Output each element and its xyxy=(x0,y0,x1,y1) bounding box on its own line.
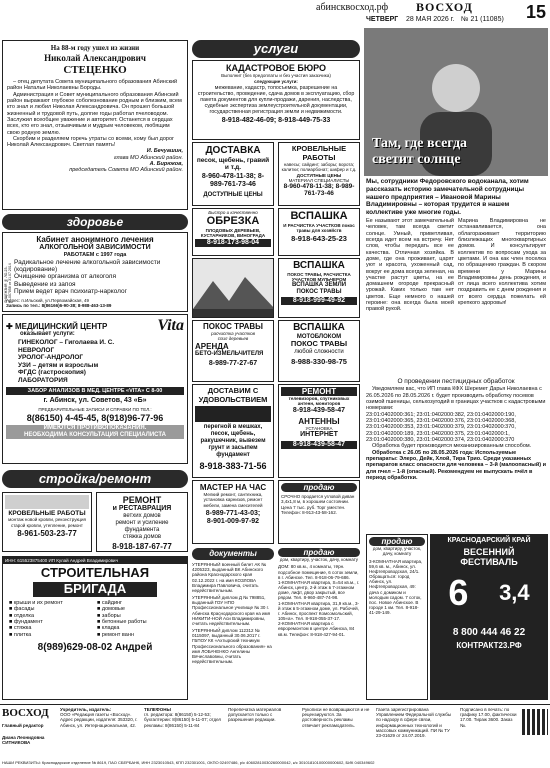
anon-clinic-title: Кабинет анонимного лечения xyxy=(36,235,154,244)
tv-repair-title: РЕМОНТ xyxy=(281,387,357,396)
handyman-phone-1[interactable]: 8-989-771-43-03; xyxy=(205,509,261,517)
pruning-ad xyxy=(192,208,274,256)
anon-clinic-subtitle: АЛКОГОЛЬНОЙ ЗАВИСИМОСТИ xyxy=(39,244,151,252)
motor-plowing-sub: МОТОБЛОКОМ xyxy=(296,333,342,340)
brigade-item: ■ бетонные работы xyxy=(97,618,147,625)
brigade-item: ■ заборы xyxy=(97,612,121,619)
condolence-lead: На 88-м году ушел из жизни xyxy=(50,44,140,52)
pesticide-numbers: 23:01:0402000:361; 23:01:0402000:382, 23:01:0402000:190, 23:01:0402000:365, 23:01:0402000:376, 23:01:0402000:368, 23:01:0402000:353, 23:01:0402000:379, 23:01:0402000:370, 23:01:0402000:189, 23:01:0402000:375, 23:01:0402000:1, 23:01:0402000:380, 23:01:0402000:374, 23:01:0402000:370 xyxy=(366,411,516,443)
document-item: УТЕРЯННЫЙ военный билет АК № 4205323, выданный ВК Абинского района Краснодарского края 02.12.2022 г. на имя КОЗЛОВА Владимира Павловича, считать недействительным. xyxy=(192,562,267,593)
motor-plowing-phone[interactable]: 8-988-330-98-75 xyxy=(291,356,347,366)
med-center-item: ЛАБОРАТОРИЯ xyxy=(18,376,68,384)
festival-title-3: ФЕСТИВАЛЬ xyxy=(460,557,518,568)
roofing-price: ДОСТУПНЫЕ ЦЕНЫ xyxy=(296,172,342,178)
section-documents: документы xyxy=(192,548,274,560)
roof-phone[interactable]: 8-961-503-23-77 xyxy=(17,528,77,538)
med-center-brand: Vita xyxy=(157,317,184,334)
med-center-phones[interactable]: 8(86150) 4-45-45, 8(918)96-77-96 xyxy=(26,412,164,423)
med-center-vita-ad xyxy=(2,314,188,464)
real-estate-subtitle: дом, квартиру, участок, дачу, комнату xyxy=(279,557,359,563)
sale-apartment-sub: дом, квартиру, участок, дачу, комнату xyxy=(372,546,422,557)
anon-clinic-phone[interactable]: 8(86166)6-90-38; 8-988-463-13-89 xyxy=(41,303,112,309)
delivery-pleasure-ad xyxy=(192,384,274,478)
repair-item: ремонт и усиление фундамента xyxy=(115,520,169,534)
footer xyxy=(0,704,550,768)
tv-repair-ad xyxy=(278,384,360,478)
plus-icon: ✚ xyxy=(6,321,13,331)
issue-number: № 21 (11085) xyxy=(461,16,504,23)
pesticide-title: О проведении пестицидных обработок xyxy=(397,378,515,385)
mowing-rent: АРЕНДА xyxy=(195,341,229,351)
delivery-price: ДОСТУПНЫЕ ЦЕНЫ xyxy=(203,191,263,198)
footer-bank-details: НАШИ РЕКВИЗИТЫ: Краснодарское отделение № 8619, ПАО СБЕРБАНК, ИНН 2323010543, КПП 232301001, ОКПО 02497486, р/с 40602810030260000042, к/с 30101810100000000602, БИК 040349602 xyxy=(2,761,375,765)
footer-paper: ВОСХОД xyxy=(2,707,49,719)
bureau-text: межевание, кадастр, топосъемка, разрешение на строительство, проведение, сдача домов в эксплуатацию, сбор пакета документов для купли-продажи, дарения, наследства, судебные экспертиза землеустроительной документации, государственная регистрация земли и недвижимости. xyxy=(197,84,355,115)
article-photo xyxy=(364,28,548,176)
issue-date: 28 МАЯ 2026 г. xyxy=(406,16,455,23)
roof-works-ad xyxy=(2,492,92,552)
anon-clinic-item: Очищение организма от алкоголя xyxy=(14,273,116,281)
mulcher-text-2: ВСПАШКА ЗЕМЛИ xyxy=(291,281,347,288)
footer-registration: Газета зарегистрирована Управлением Федеральной службы по надзору в сфере связи, информационных технологий и массовых коммуникаций. ПИ № ТУ 23-01629 от 24.07.2019. xyxy=(376,707,452,738)
condolence-body-1: – отец депутата Совета муниципального образования Абинский район Натальи Николаевны Бороды. xyxy=(7,79,178,92)
footer-note-1: Перепечатка материалов допускается только с разрешения редакции. xyxy=(228,707,282,723)
pruning-title: ОБРЕЗКА xyxy=(206,215,260,228)
antenna-internet: ИНТЕРНЕТ xyxy=(300,430,338,438)
med-center-warning-1: ИМЕЮТСЯ ПРОТИВОПОКАЗАНИЯ. xyxy=(6,425,184,432)
med-center-phones-label: ПРЕДВАРИТЕЛЬНЫЕ ЗАПИСИ И СПРАВКИ ПО ТЕЛ.: xyxy=(38,407,152,413)
footer-signing: Подписано в печать: по графику 17.00, фактически 17.00. Тираж 3600. Заказ №. xyxy=(460,707,517,728)
page-number: 15 xyxy=(526,2,547,22)
delivery-pleasure-items: перегной в мешках, песок, щебень, ракушечник, вывезем грунт и засыпем фундамент xyxy=(200,424,266,458)
mowing-sub-2: спил деревьев xyxy=(217,336,249,342)
pruning-subtitle: ПЛОДОВЫХ ДЕРЕВЬЕВ, КУСТАРНИКОВ, ВИНОГРАДА xyxy=(200,227,266,238)
article-lead: Мы, сотрудники Федоровского водоканала, хотим рассказать историю замечательной сотрудницы нашего предприятия – Ивановой Марины Владимировны – которая трудится в нашем коллективе уже многие годы. xyxy=(366,178,529,217)
mulcher-text: ПОКОС ТРАВЫ, РАСЧИСТКА УЧАСТКОВ МУЛЬЧЕРОМ xyxy=(287,271,351,282)
med-center-item: НЕВРОЛОГ xyxy=(18,346,55,354)
tv-repair-phone[interactable]: 8-918-439-58-47 xyxy=(292,406,346,414)
repair-item: ветхих домов xyxy=(123,513,161,520)
med-center-note: ЗАБОР АНАЛИЗОВ В МЕД. ЦЕНТРЕ «VITA» С 8-00 xyxy=(6,387,184,395)
footer-founder-text: ООО «Редакция газеты «Восход». Адрес редакции, издателя: 353320, г. Абинск, ул. Интернациональная, 42. xyxy=(60,712,138,728)
festival-phone[interactable]: 8 800 444 46 22 xyxy=(452,627,526,639)
signature-1-name: И. Бечуашин, xyxy=(146,148,183,155)
handyman-ad xyxy=(192,480,274,544)
bureau-title: КАДАСТРОВОЕ БЮРО xyxy=(225,63,327,73)
antenna-phone[interactable]: 8-918-439-58-47 xyxy=(281,441,357,449)
pruning-phone[interactable]: 8-918-173-98-04 xyxy=(195,239,271,247)
roofing-ad xyxy=(278,142,360,206)
mulcher-title: ВСПАШКА xyxy=(293,260,345,271)
documents-list xyxy=(192,562,274,702)
condolence-body-2: Администрация и Совет муниципального образования Абинский район выражают глубокое соболезнование родным и близким, всем кто знал и любил Николая Александровича. Он прошел большой жизненный и трудовой путь, долгие годы работал пчеловодом. Заслужил всеобщее уважение и авторитет. Останется в сердцах всех, кто его знал, отзывчивым и мудрым человеком, любящим свою родную землю. xyxy=(7,91,182,136)
footer-chief-label: Главный редактор xyxy=(2,723,44,728)
real-estate-item: 2-КОМНАТНАЯ квартира с евроремонтом в центре Абинска, 84 кв.м. Телефон: 8-918-427-94-01. xyxy=(278,621,355,637)
mowing-item: БЕТО-ИЗМЕЛЬЧИТЕЛЯ xyxy=(195,350,264,357)
mowing-sub: расчистка участков xyxy=(211,331,255,337)
med-center-item: ФГДС (гастроскопия) xyxy=(18,369,86,377)
real-estate-section xyxy=(278,548,360,702)
cadastral-bureau-ad xyxy=(192,60,360,140)
real-estate-item: ДОМ: 80 кв.м., 4 комнаты, тёрн. подсобное помещение, 6 соток земли, в г. Абинске. Тел. 8-918-06-79-686. xyxy=(278,564,359,580)
anon-clinic-item: Прием ведет врач психиатр-нарколог xyxy=(14,288,127,296)
anon-clinic-ad xyxy=(2,232,188,312)
roofing-materials: МАТЕРИАЛ СПЕЦИАЛИСТЫ xyxy=(288,177,350,183)
mulcher-ad xyxy=(278,258,360,318)
brigade-item: ■ плитка xyxy=(9,631,32,638)
condolence-box xyxy=(2,40,188,210)
brigade-title-2: БРИГАДА xyxy=(33,582,157,597)
festival-big-number: 6 xyxy=(448,571,469,613)
roofing-phones[interactable]: 8-960-478-11-38; 8-989-761-73-46 xyxy=(283,182,355,198)
motor-plowing-text-3: любой сложности xyxy=(294,349,344,356)
festival-ad xyxy=(430,534,548,700)
brigade-item: ■ фасады xyxy=(9,606,35,613)
repair-ad xyxy=(96,492,188,552)
roofing-title-1: КРОВЕЛЬНЫЕ xyxy=(291,144,347,153)
landscape-ad-image xyxy=(192,258,274,318)
festival-title-2: ВЕСЕННИЙ xyxy=(463,547,515,558)
repair-item: стяжка домов xyxy=(122,534,162,541)
anon-clinic-phone-label: Запись по тел.: xyxy=(6,303,41,309)
med-center-item: УРОЛОГ-АНДРОЛОГ xyxy=(18,354,84,362)
signature-2-role: председатель Совета МО Абинский район. xyxy=(69,167,183,174)
footer-phones-text[interactable]: гл. редактора: 8(86150) 5-12-53; бухгалтерии: 8(86150) 5-11-07; отдел рекламы: 8(86150) 5-11-84 xyxy=(144,712,222,728)
roofing-title-2: РАБОТЫ xyxy=(302,152,336,162)
pesticide-notice xyxy=(366,378,546,528)
motor-plowing-title: ВСПАШКА xyxy=(293,322,345,333)
pesticide-text-3: Обработка с 26.05 по 28.05.2026 года: Используемые препараты: Элеро, Дейк, Хлой, Тира Трио. Среди указанных препаратов класс опасности для человека – 3-й (малоопасный) и для пчел – 1-й (опасный). Рекомендуем не выпускать пчёл в период обработки. xyxy=(366,449,546,481)
sale-apartment-ad xyxy=(366,534,428,700)
brigade-item: ■ сайдинг xyxy=(97,600,123,607)
article-col-1: Ее называют этот замечательный человек, там всегда светит солнце. Умный, приветливая, всегда идет всем на встречу. Нет слов, чтобы передать все ее качества. Отличная хозяйка. В доме, где она проживает, царят уют и красота, ухоженный сад, вокруг ее дома всегда зеленая, на участке растут цветы, на ее домашнем огороде прекрасный урожай. Каких только там нет цветов. Еще немного о нашей героине: она всегда была моей правой рукой. xyxy=(366,218,454,313)
brigade-item: ■ стяжка xyxy=(9,625,32,632)
repair-title-1: РЕМОНТ xyxy=(122,495,162,505)
footer-founder-label: Учредитель, издатель: xyxy=(60,707,112,712)
anon-clinic-item: Выведение из запоя xyxy=(14,280,76,288)
section-health: здоровье xyxy=(2,214,188,230)
brigade-inn: ИНН: 615523875400 ИП Кулай Андрей Владимирович xyxy=(3,557,187,564)
sale-apartment-title: продаю xyxy=(369,537,425,546)
handyman-phone-2[interactable]: 8-901-009-97-92 xyxy=(206,517,260,525)
delivery-pleasure-phone[interactable]: 8-918-383-71-56 xyxy=(199,460,267,471)
delivery-ad xyxy=(192,142,274,206)
brigade-title-1: СТРОИТЕЛЬНАЯ xyxy=(40,565,150,581)
festival-site[interactable]: КОНТРАКТ23.РФ xyxy=(456,640,522,650)
condolence-surname: СТЕЦЕНКО xyxy=(63,64,127,77)
brigade-phone[interactable]: 8(989)629-08-02 Андрей xyxy=(37,641,153,653)
mulcher-phone[interactable]: 8-918-999-49-92 xyxy=(281,297,357,305)
masthead xyxy=(296,0,550,26)
roof-text: монтаж новой кровли, реконструкция старой кровли, утепление, ремонт xyxy=(8,517,86,528)
footer-phones-label: ТЕЛЕФОНЫ xyxy=(144,707,171,712)
anon-clinic-address: Адрес: п.Ильский, ул.Первомайская, 49 xyxy=(6,297,90,303)
brigade-item: ■ кладка xyxy=(97,625,120,632)
article-col-2: Марина Владимировна не останавливается, она облагораживает территорию близлежащих многоквартирных домов. И консультирует коллектив по вопросам ухода за цветами. И она как член поселка по обращению граждан. В скором времени у Марины Владимировны день рождения, и от лица всего коллектива хотим поздравить ее с днем рождения и от всего сердца пожелать ей крепкого здоровья! xyxy=(458,218,546,307)
weekday: ЧЕТВЕРГ xyxy=(366,16,399,23)
handyman-text: Мелкий ремонт, сантехника, установка карнизов, ремонт мебели, замена смесителей xyxy=(203,492,263,508)
brigade-item: ■ отделка xyxy=(9,612,35,619)
article-headline-1: Там, где всегда xyxy=(372,136,468,151)
plowing-title: ВСПАШКА xyxy=(290,210,348,222)
plowing-text: И РАСЧИСТКА УЧАСТКОВ покос травы для хозяйств xyxy=(283,222,355,233)
antenna-subtitle: УСТАНОВКА xyxy=(305,425,333,431)
qr-code-icon[interactable] xyxy=(522,709,548,735)
signature-1-role: глава МО Абинский район. xyxy=(113,154,183,161)
brigade-ad xyxy=(2,556,188,700)
real-estate-item: 1-КОМНАТНАЯ квартира, S=54 кв.м., г. Абинск, центр, 2-й этаж в 7-этажном доме, лифт, двор закрытый, все рядом. Тел. 8-960-487-74-98. xyxy=(278,579,360,601)
festival-title-1: КРАСНОДАРСКИЙ КРАЙ xyxy=(447,537,531,544)
pesticide-text-1: Уведомляем вас, что ИП глава КФХ Шеремет Дарья Николаевна с 26.05.2026 по 28.05.2026 г. будет производить обработку посевов озимой пшеницы, сельхозугодий в границах участков с кадастровыми номерами: xyxy=(366,386,546,412)
med-center-subtitle: оказывает услуги: xyxy=(20,331,75,338)
section-sales: продаю xyxy=(281,483,357,492)
real-estate-title: продаю xyxy=(278,548,360,557)
footer-note-2: Рукописи не возвращаются и не рецензируются. За достоверность рекламы отвечает рекламодатель. xyxy=(302,707,370,728)
plowing-ad xyxy=(278,208,360,256)
festival-big-number-2: 3,4 xyxy=(499,579,530,605)
article-headline-2: светит солнце xyxy=(372,152,461,168)
roofing-text: навесы; сайдинг; заборы; ворота; калитки; полиарбонат; шифер и т.д. xyxy=(281,162,357,173)
paper-name: ВОСХОД xyxy=(416,1,473,14)
roof-title: КРОВЕЛЬНЫЕ РАБОТЫ xyxy=(8,510,86,517)
document-item: УТЕРЯННЫЙ диплом 112312 № 0115097, выданный 30.06.2017 г. ГБПОУ КК «Ахтырский техникум Профессионального образования» на имя ЛОБАЧЕНКО Ангелины Вячеславовны, считать недействительным. xyxy=(192,628,272,665)
med-center-title: МЕДИЦИНСКИЙ ЦЕНТР xyxy=(14,321,108,331)
signature-2-name: А. Бирюков, xyxy=(149,161,183,168)
repair-title-2: и РЕСТАВРАЦИЯ xyxy=(112,505,172,513)
med-center-item: УЗИ – детям и взрослым xyxy=(18,361,99,369)
document-item: УТЕРЯННЫЙ диплом Д № 798851, выданный ГОУ НПО Профессиональное училище № 30 г. Абинска Краснодарского края на имя НИКИТИ-НОЙ Аси Владимировны, считать недействительным. xyxy=(192,595,271,626)
mountain-illustration xyxy=(193,259,274,318)
bureau-subtitle: Выполнит (без предоплаты и без участия заказчика) xyxy=(221,73,331,79)
sale-apartment-text: 3-КОМНАТНАЯ квартира, 59,6 кв. м., Абинск, ул. Нефтепроводская, 24/1. Обращаться: город Абинск, ул. Нефтепроводская, 49: дача с домиком и молодым садом. 7 соток, пос. Новое Абинское. В городе 1 км. Тел. 8-918-41-29-149. xyxy=(369,558,423,616)
plowing-phone[interactable]: 8-918-643-25-23 xyxy=(291,233,347,243)
anon-clinic-item: Радикальное лечение алкогольной зависимости (кодирование) xyxy=(14,258,161,274)
brigade-item: ■ домовые xyxy=(97,606,125,613)
condolence-name: Николай Александрович xyxy=(44,53,146,64)
mowing-title: ПОКОС ТРАВЫ xyxy=(203,322,263,331)
motor-plowing-ad xyxy=(278,320,360,382)
tv-repair-items: телевизоров, спутниковых антенн, мониторов xyxy=(288,396,350,407)
delivery-pleasure-title: ДОСТАВИМ С УДОВОЛЬСТВИЕМ xyxy=(198,386,268,404)
mulcher-text-3: ПОКОС ТРАВЫ xyxy=(296,288,342,295)
footer-chief-name: Диана Леонидовна СИТНИКОВА xyxy=(2,735,45,746)
anon-clinic-license: ЛИЦЕНЗИЯ № ЛО-23-01-007858 от 31.07.2014 xyxy=(4,263,12,303)
handyman-title: МАСТЕР НА ЧАС xyxy=(199,483,267,492)
brigade-item: ■ ремонт ванн xyxy=(97,631,134,638)
delivery-phones[interactable]: 8-960-478-11-38; 8-989-761-73-46 xyxy=(201,173,265,189)
section-services: услуги xyxy=(192,40,360,58)
repair-phone[interactable]: 8-918-187-67-77 xyxy=(112,541,172,551)
antenna-title: АНТЕННЫ xyxy=(298,416,340,426)
real-estate-item: 1-КОМНАТНАЯ квартира, 31,9 кв.м., 3-й этаж в 5-этажном доме, ул. Рабочей, г. Абинск, проспект Комсомольский, 105«а». Тел. 8-918-055-37-17. xyxy=(278,600,359,622)
section-build: стройка/ремонт xyxy=(2,470,188,488)
pruning-top: Быстро и качественно xyxy=(208,210,258,215)
site-url[interactable]: абинсквосход.рф xyxy=(316,2,389,13)
delivery-title: ДОСТАВКА xyxy=(205,145,261,156)
brigade-item: ■ фундамент xyxy=(9,618,43,625)
truck-image xyxy=(195,406,271,422)
delivery-items: песок, щебень, гравий и т.д. xyxy=(196,156,270,171)
bureau-phone[interactable]: 8-918-482-46-09; 8-918-449-75-33 xyxy=(221,117,331,125)
med-center-item: ГИНЕКОЛОГ – Гиголаева И. С. xyxy=(18,339,115,347)
brigade-item: ■ крыши и их ремонт xyxy=(9,600,63,607)
mowing-phone[interactable]: 8-989-77-27-67 xyxy=(208,359,258,367)
pesticide-text-2: Обработка будет производится механизированным способом. xyxy=(372,443,532,450)
motor-plowing-text-2: ПОКОС ТРАВЫ xyxy=(290,339,348,349)
sale-sofa-text: СРОЧНО продается угловой диван 3,4х1,8 м, в хорошем состоянии. Цена 7 тыс. руб. Торг уместен. Телефон: 8-913-43-58-162. xyxy=(281,494,355,515)
roof-photo xyxy=(5,495,89,509)
med-center-warning-2: НЕОБХОДИМА КОНСУЛЬТАЦИЯ СПЕЦИАЛИСТА xyxy=(6,432,184,439)
anon-clinic-since: РАБОТАЕМ с 1997 года xyxy=(63,252,127,259)
sale-sofa-ad xyxy=(278,480,360,544)
bureau-subtitle-2: следующие услуги: xyxy=(254,78,298,84)
mowing-ad xyxy=(192,320,274,382)
condolence-body-3: Скорбим и разделяем горечь утраты со всеми, кому был дорог Николай Александрович. Светлая память! xyxy=(7,135,175,149)
med-center-address: г. Абинск, ул. Советов, 43 «Б» xyxy=(43,397,147,405)
